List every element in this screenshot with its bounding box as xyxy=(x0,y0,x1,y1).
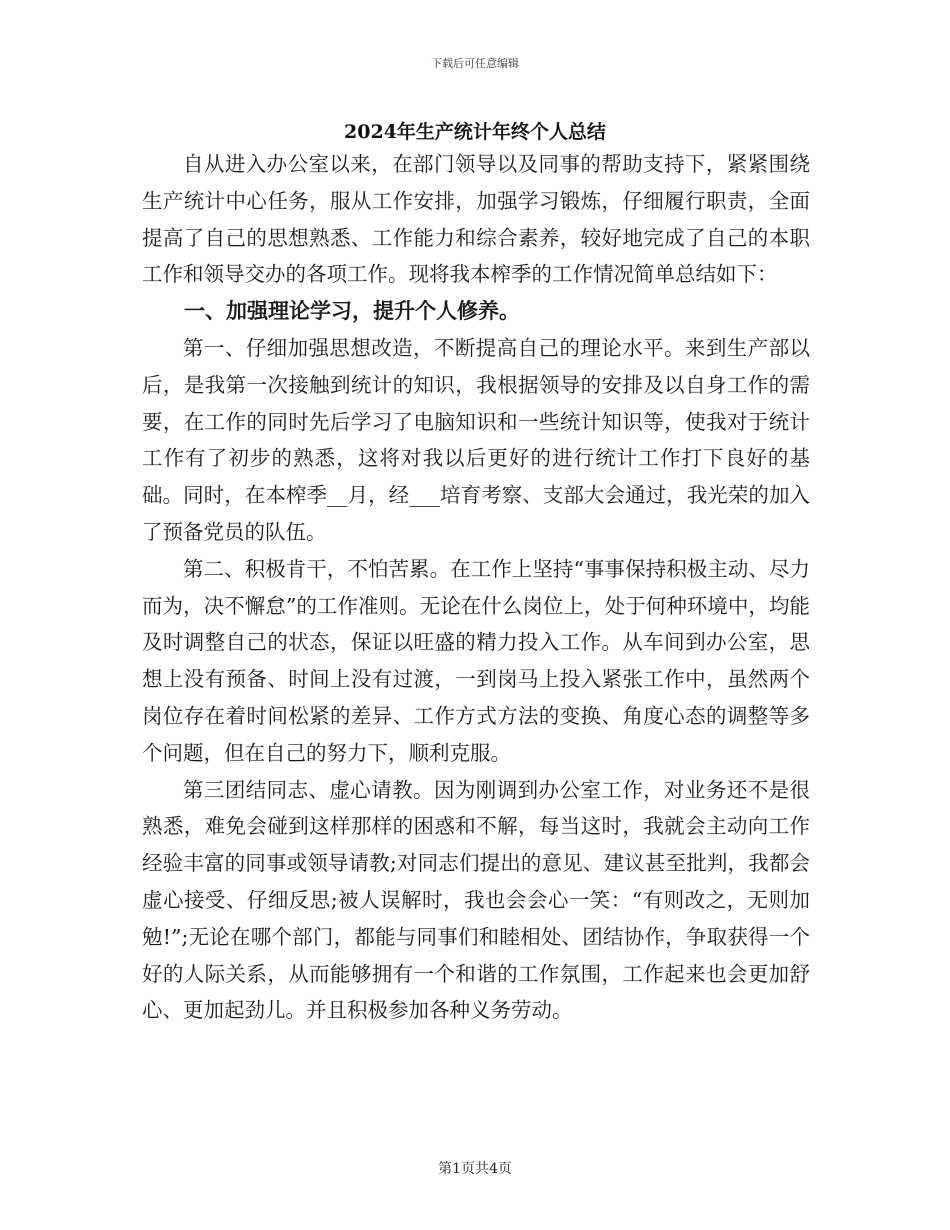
document-title: 2024年生产统计年终个人总结 xyxy=(344,121,606,143)
document-body xyxy=(142,146,810,1029)
paragraph-first-point: 第一、仔细加强思想改造，不断提高自己的理论水平。来到生产部以后，是我第一次接触到统计的知识，我根据领导的安排及以自身工作的需要，在工作的同时先后学习了电脑知识和一些统计知识等，使我对于统计工作有了初步的熟悉，这将对我以后更好的进行统计工作打下良好的基础。同时，在本榨季__月，经___培育考察、支部大会通过，我光荣的加入了预备党员的队伍。 xyxy=(142,335,810,544)
page-header-note: 下载后可任意编辑 xyxy=(431,57,519,70)
page-number: 第1页共4页 xyxy=(438,1161,512,1177)
intro-paragraph: 自从进入办公室以来，在部门领导以及同事的帮助支持下，紧紧围绕生产统计中心任务，服从工作安排，加强学习锻炼，仔细履行职责，全面提高了自己的思想熟悉、工作能力和综合素养，较好地完成了自己的本职工作和领导交办的各项工作。现将我本榨季的工作情况简单总结如下： xyxy=(142,152,810,287)
section-heading: 一、加强理论学习，提升个人修养。 xyxy=(184,298,520,324)
paragraph-second-point: 第二、积极肯干，不怕苦累。在工作上坚持“事事保持积极主动、尽力而为，决不懈怠”的工作准则。无论在什么岗位上，处于何种环境中，均能及时调整自己的状态，保证以旺盛的精力投入工作。从车间到办公室，思想上没有预备、时间上没有过渡，一到岗马上投入紧张工作中，虽然两个岗位存在着时间松紧的差异、工作方式方法的变换、角度心态的调整等多个问题，但在自己的努力下，顺利克服。 xyxy=(142,556,810,765)
paragraph-third-point: 第三团结同志、虚心请教。因为刚调到办公室工作，对业务还不是很熟悉，难免会碰到这样那样的困惑和不解，每当这时，我就会主动向工作经验丰富的同事或领导请教;对同志们提出的意见、建议甚至批判，我都会虚心接受、仔细反思;被人误解时，我也会会心一笑：“有则改之，无则加勉!”;无论在哪个部门，都能与同事们和睦相处、团结协作，争取获得一个好的人际关系，从而能够拥有一个和谐的工作氛围，工作起来也会更加舒心、更加起劲儿。并且积极参加各种义务劳动。 xyxy=(142,777,810,1023)
